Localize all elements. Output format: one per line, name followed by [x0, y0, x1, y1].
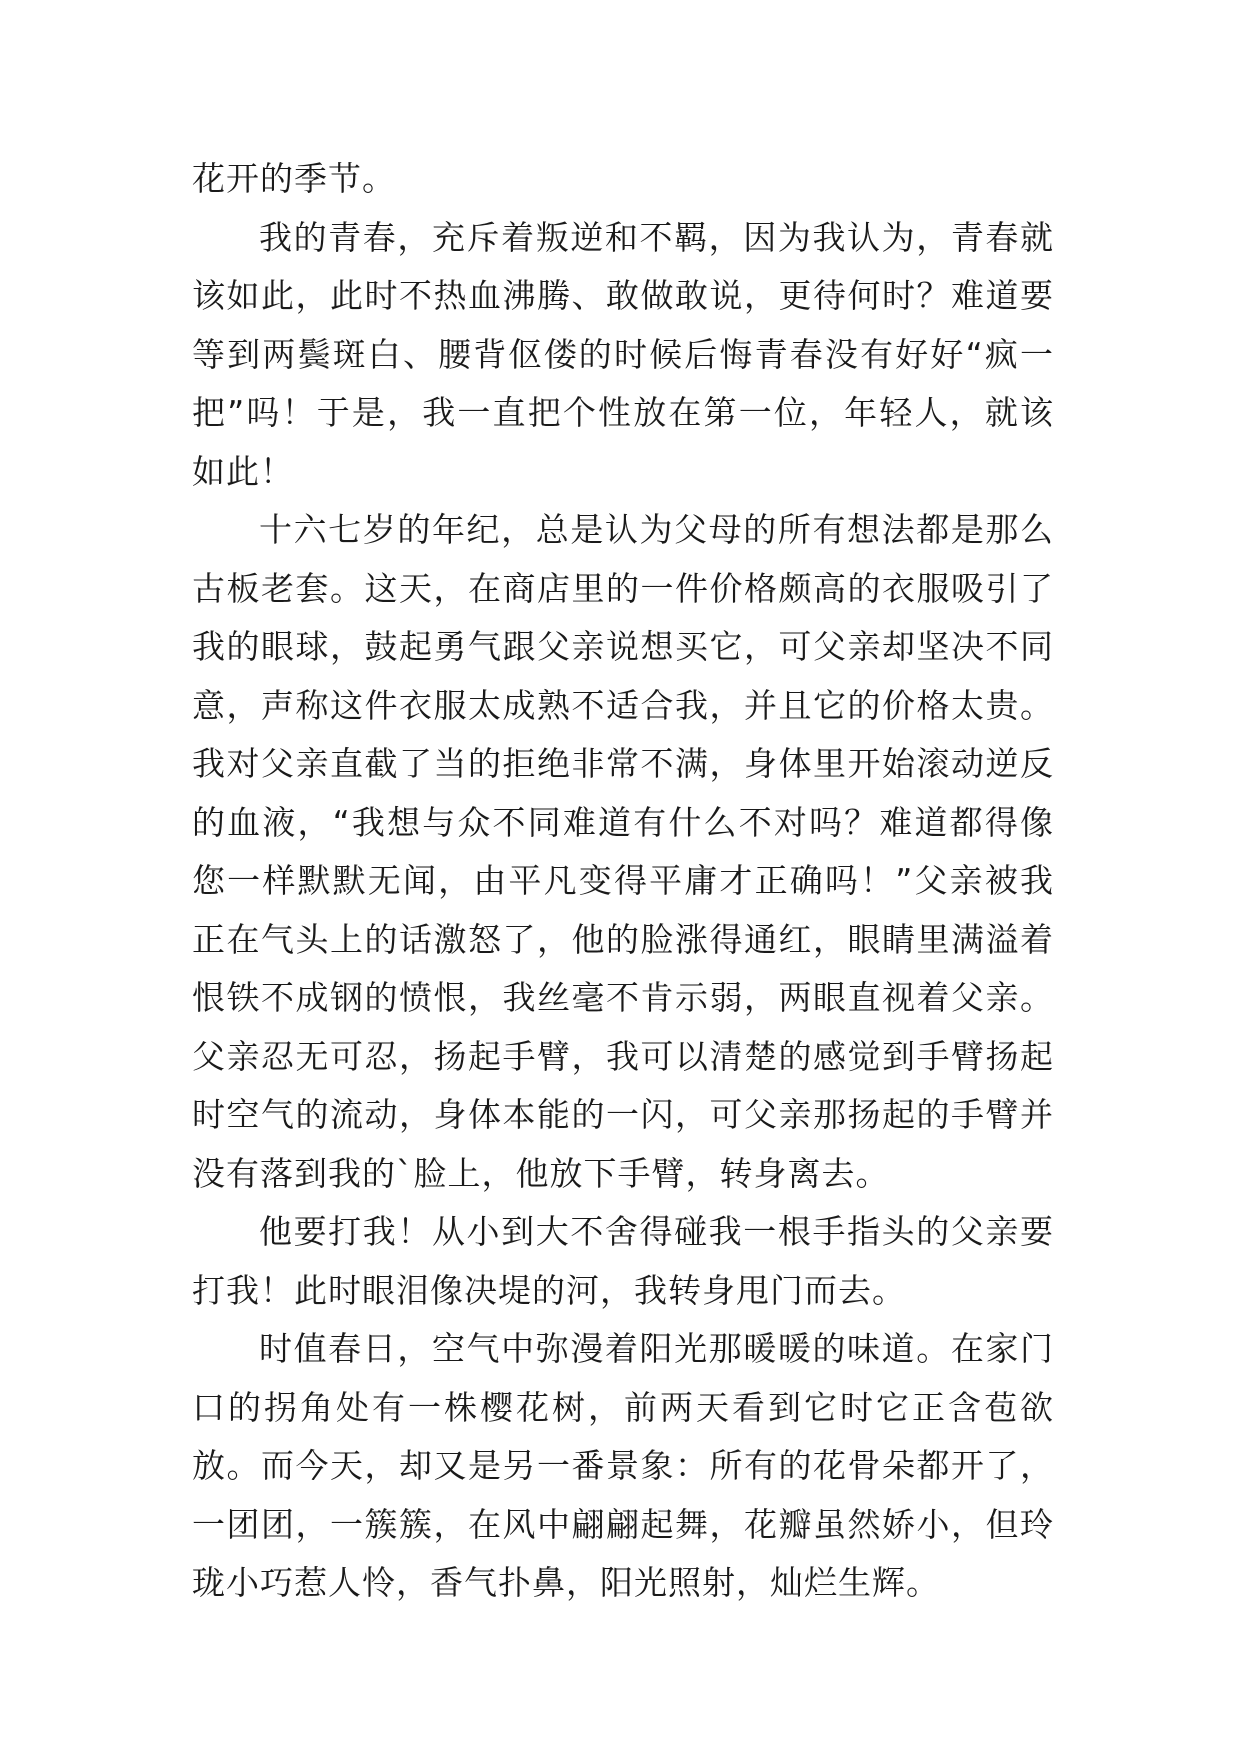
document-body: [192, 150, 1054, 1613]
paragraph-2: 我的青春，充斥着叛逆和不羁，因为我认为，青春就该如此，此时不热血沸腾、敢做敢说，更待何时？难道要等到两鬓斑白、腰背伛偻的时候后悔青春没有好好“疯一把”吗！于是，我一直把个性放在第一位，年轻人，就该如此！: [192, 217, 1054, 491]
paragraph-1: 花开的季节。: [192, 159, 396, 198]
paragraph-3: 十六七岁的年纪，总是认为父母的所有想法都是那么古板老套。这天，在商店里的一件价格颇高的衣服吸引了我的眼球，鼓起勇气跟父亲说想买它，可父亲却坚决不同意，声称这件衣服太成熟不适合我，并且它的价格太贵。我对父亲直截了当的拒绝非常不满，身体里开始滚动逆反的血液，“我想与众不同难道有什么不对吗？难道都得像您一样默默无闻，由平凡变得平庸才正确吗！”父亲被我正在气头上的话激怒了，他的脸涨得通红，眼睛里满溢着恨铁不成钢的愤恨，我丝毫不肯示弱，两眼直视着父亲。父亲忍无可忍，扬起手臂，我可以清楚的感觉到手臂扬起时空气的流动，身体本能的一闪，可父亲那扬起的手臂并没有落到我的`脸上，他放下手臂，转身离去。: [192, 510, 1054, 1193]
paragraph-4: 他要打我！从小到大不舍得碰我一根手指头的父亲要打我！此时眼泪像决堤的河，我转身甩门而去。: [192, 1212, 1054, 1310]
paragraph-5: 时值春日，空气中弥漫着阳光那暖暖的味道。在家门口的拐角处有一株樱花树，前两天看到它时它正含苞欲放。而今天，却又是另一番景象：所有的花骨朵都开了，一团团，一簇簇，在风中翩翩起舞，花瓣虽然娇小，但玲珑小巧惹人怜，香气扑鼻，阳光照射，灿烂生辉。: [192, 1329, 1054, 1602]
